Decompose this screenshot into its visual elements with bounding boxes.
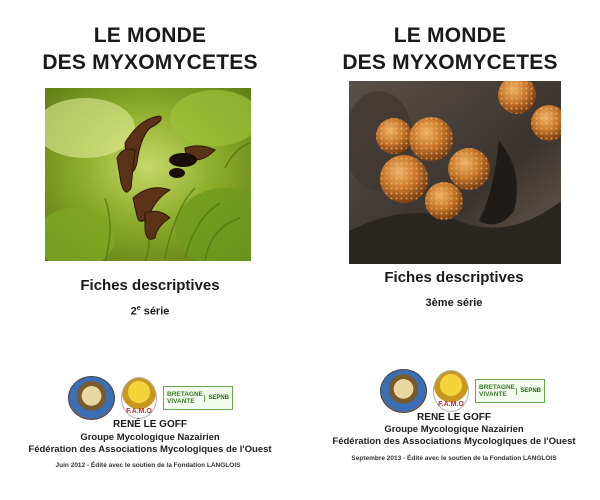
author-name: RENE LE GOFF — [417, 412, 491, 423]
title-line-1: LE MONDE — [93, 24, 207, 47]
title-line-2: DES MYXOMYCETES — [342, 51, 558, 74]
cover-title — [300, 22, 600, 76]
cover-photo-moss-myxomycete — [45, 88, 251, 261]
cover-subtitle: Fiches descriptives — [80, 277, 220, 294]
organization-1: Groupe Mycologique Nazairien — [384, 424, 524, 435]
cover-photo-sporangia — [349, 81, 561, 264]
publication-footer: Juin 2012 - Édité avec le soutien de la Fondation LANGLOIS — [55, 462, 241, 469]
publication-footer: Septembre 2013 - Édité avec le soutien de la Fondation LANGLOIS — [351, 455, 557, 462]
bretagne-vivante-logo — [163, 386, 233, 410]
title-line-1: LE MONDE — [393, 24, 507, 47]
bretagne-vivante-text: BRETAGNE VIVANTE — [479, 384, 515, 398]
author-name: RENÉ LE GOFF — [113, 419, 187, 430]
organization-1: Groupe Mycologique Nazairien — [80, 432, 220, 443]
partner-logos — [68, 376, 233, 420]
series-number: 2 — [130, 305, 137, 318]
cover-subtitle: Fiches descriptives — [384, 269, 524, 286]
bretagne-vivante-text: BRETAGNE VIVANTE — [167, 391, 203, 405]
gmn-logo — [380, 369, 427, 413]
famo-logo: F.A.M.O — [121, 377, 157, 419]
sepnb-text: SEPNB — [516, 388, 541, 395]
series-superscript: e — [136, 305, 141, 312]
cover-title — [0, 22, 300, 76]
organization-2: Fédération des Associations Mycologiques de l'Ouest — [332, 436, 576, 447]
series-label — [0, 305, 300, 318]
organization-2: Fédération des Associations Mycologiques de l'Ouest — [28, 444, 272, 455]
partner-logos — [380, 369, 545, 413]
series-label: 3ème série — [425, 297, 483, 309]
sepnb-text: SEPNB — [204, 395, 229, 402]
series-word: série — [140, 305, 170, 318]
title-line-2: DES MYXOMYCETES — [42, 51, 258, 74]
famo-logo: F.A.M.O — [433, 370, 469, 412]
bretagne-vivante-logo — [475, 379, 545, 403]
gmn-logo — [68, 376, 115, 420]
cover-3rd-series — [300, 0, 600, 500]
